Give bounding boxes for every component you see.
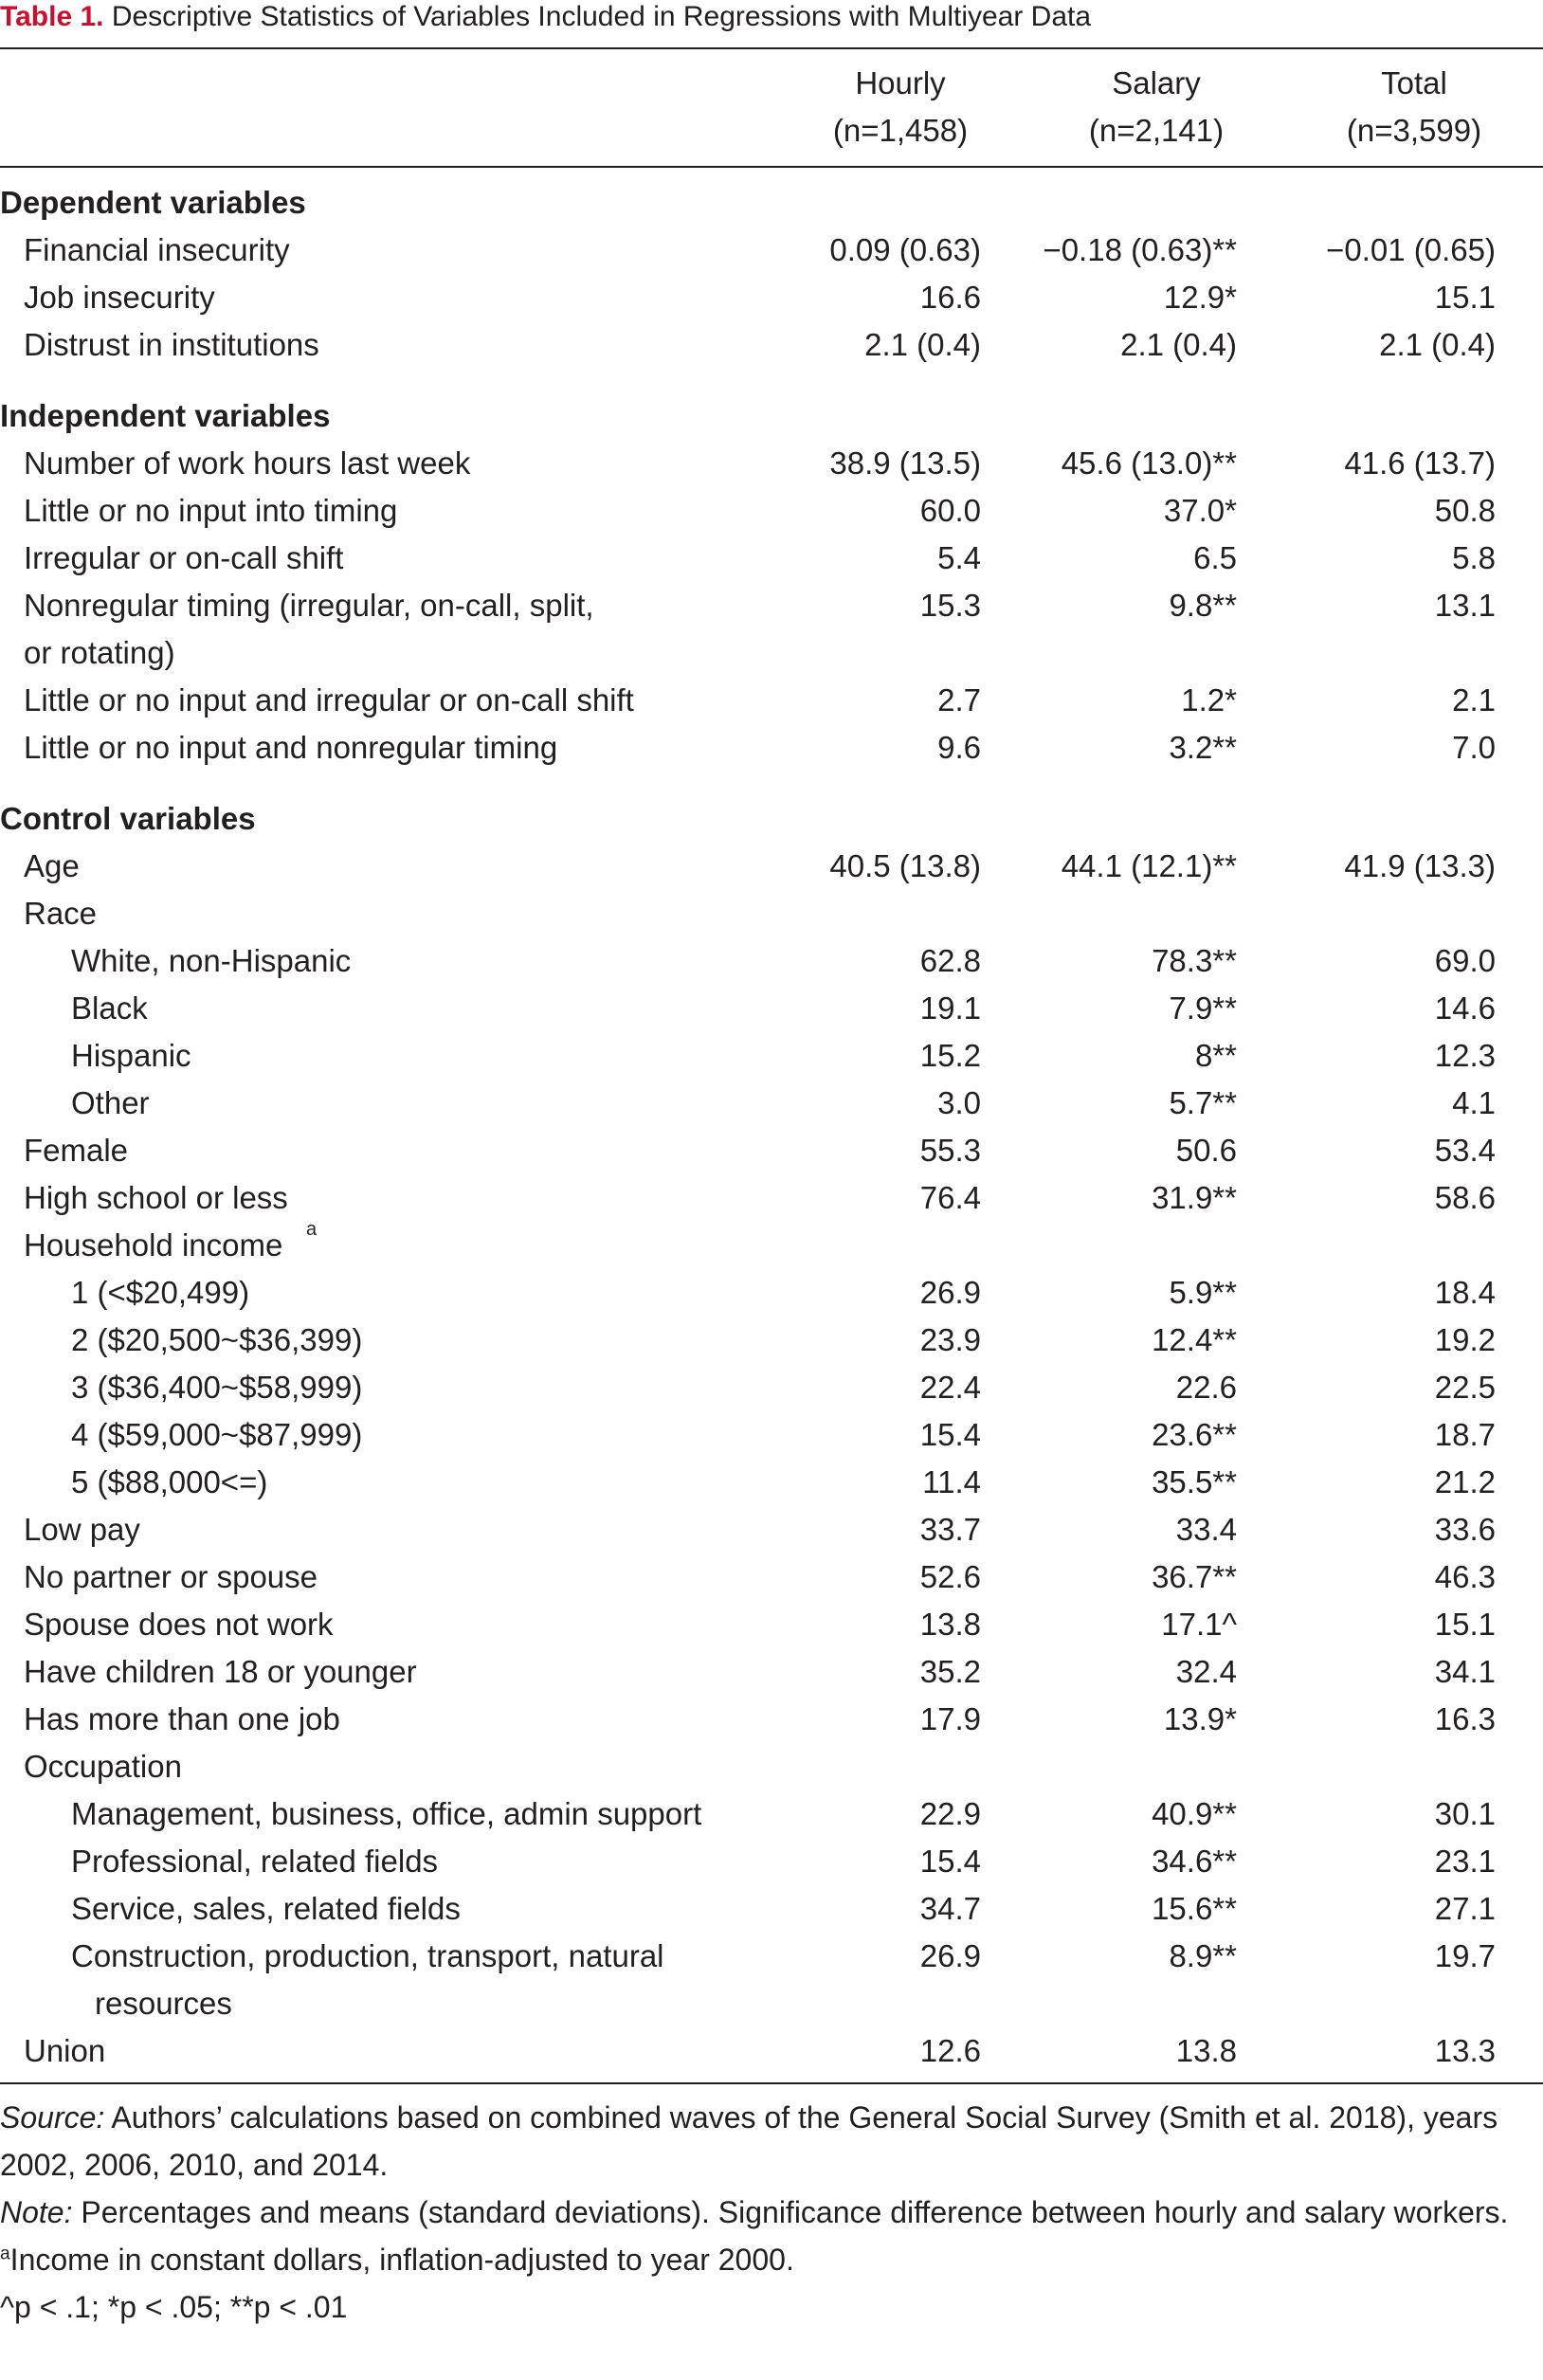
cell-hourly: 35.2 [919,1654,981,1689]
row-label: Have children 18 or younger [24,1654,417,1689]
col-head-total [1272,60,1543,154]
cell-salary: 37.0* [1163,493,1237,528]
cell-total: 19.2 [1434,1322,1496,1357]
general-note [0,2189,1543,2236]
cell-salary: 8.9** [1169,1938,1237,1973]
cell-hourly: 9.6 [937,730,981,765]
row-label: High school or less [24,1180,288,1215]
cell-total: 2.1 [1452,682,1496,718]
cell-salary: 31.9** [1152,1180,1237,1215]
cell-total: 4.1 [1452,1085,1496,1120]
cell-salary: 78.3** [1152,943,1237,978]
cell-hourly: 12.6 [919,2033,981,2068]
source-label: Source: [0,2100,105,2135]
cell-salary: 9.8** [1169,588,1237,623]
cell-total: 18.7 [1434,1417,1496,1452]
row-label: or rotating) [24,635,175,670]
row-label: Has more than one job [24,1701,340,1736]
row-label: 4 ($59,000~$87,999) [71,1417,363,1452]
row-label: Age [24,848,80,883]
cell-salary: 6.5 [1193,540,1237,575]
cell-salary: 23.6** [1152,1417,1237,1452]
col-n: (n=2,141) [1088,113,1225,148]
cell-salary: 17.1^ [1161,1607,1237,1642]
cell-salary: −0.18 (0.63)** [1043,232,1237,267]
cell-hourly: 34.7 [919,1891,981,1926]
row-label: Female [24,1133,129,1168]
cell-salary: 13.9* [1163,1701,1237,1736]
cell-hourly: 11.4 [922,1464,981,1499]
cell-total: 58.6 [1434,1180,1496,1215]
row-label: Nonregular timing (irregular, on-call, split, [24,588,594,623]
cell-total: 33.6 [1434,1512,1496,1547]
cell-salary: 12.9* [1163,280,1237,315]
cell-hourly: 23.9 [919,1322,981,1357]
row-label: Little or no input into timing [24,493,398,528]
significance-note: ^p < .1; *p < .05; **p < .01 [0,2290,348,2324]
cell-hourly: 38.9 (13.5) [829,445,981,481]
row-label: Hispanic [71,1038,191,1073]
cell-hourly: 2.7 [937,682,981,718]
cell-hourly: 22.9 [919,1796,981,1831]
cell-salary: 36.7** [1152,1559,1237,1594]
row-label: resources [95,1986,232,2021]
cell-salary: 50.6 [1175,1133,1237,1168]
cell-hourly: 16.6 [919,280,981,315]
cell-total: 18.4 [1434,1275,1496,1310]
cell-total: 15.1 [1434,1607,1496,1642]
cell-hourly: 5.4 [937,540,981,575]
cell-total: 27.1 [1434,1891,1496,1926]
col-head-salary [1014,60,1298,154]
cell-total: 7.0 [1452,730,1496,765]
cell-total: 13.3 [1434,2033,1496,2068]
row-label: Union [24,2033,106,2068]
cell-hourly: 55.3 [919,1133,981,1168]
cell-salary: 7.9** [1169,990,1237,1026]
row-label: Black [71,990,148,1026]
row-label: Little or no input and nonregular timing [24,730,558,765]
row-label: Service, sales, related fields [71,1891,461,1926]
row-label: Distrust in institutions [24,327,319,362]
row-label: Low pay [24,1512,140,1547]
cell-hourly: 33.7 [919,1512,981,1547]
row-label: Management, business, office, admin support [71,1796,702,1831]
cell-total: 41.9 (13.3) [1344,848,1496,883]
cell-total: 12.3 [1434,1038,1496,1073]
row-label: Independent variables [0,398,331,433]
col-name: Hourly [855,65,946,100]
cell-hourly: 60.0 [919,493,981,528]
cell-salary: 40.9** [1152,1796,1237,1831]
row-label: Irregular or on-call shift [24,540,344,575]
cell-salary: 3.2** [1169,730,1237,765]
cell-hourly: 15.4 [919,1844,981,1879]
cell-salary: 8** [1194,1038,1237,1073]
row-label: Construction, production, transport, natural [71,1938,664,1973]
table-number: Table 1. [0,1,104,32]
row-label: 3 ($36,400~$58,999) [71,1370,363,1405]
row-label: White, non-Hispanic [71,943,352,978]
cell-total: 2.1 (0.4) [1379,327,1496,362]
cell-hourly: 26.9 [919,1938,981,1973]
row-label: 5 ($88,000<=) [71,1464,268,1499]
cell-salary: 1.2* [1181,682,1237,718]
row-label: Job insecurity [24,280,215,315]
income-footnote [0,2236,1543,2283]
row-label: Financial insecurity [24,232,290,267]
row-label: Other [71,1085,150,1120]
cell-salary: 5.9** [1169,1275,1237,1310]
cell-total: 19.7 [1434,1938,1496,1973]
cell-total: 34.1 [1434,1654,1496,1689]
cell-salary: 45.6 (13.0)** [1061,445,1237,481]
row-label: Professional, related fields [71,1844,439,1879]
cell-total: 53.4 [1434,1133,1496,1168]
cell-total: 13.1 [1434,588,1496,623]
row-label: Dependent variables [0,185,306,220]
footnote-mark: a [0,2244,10,2264]
footnote-text: Income in constant dollars, inflation-adjusted to year 2000. [9,2243,794,2277]
cell-salary: 33.4 [1175,1512,1237,1547]
header-rule [0,166,1543,168]
cell-hourly: 19.1 [919,990,981,1026]
cell-salary: 12.4** [1152,1322,1237,1357]
cell-hourly: 76.4 [919,1180,981,1215]
cell-salary: 35.5** [1152,1464,1237,1499]
row-label: Little or no input and irregular or on-call shift [24,682,634,718]
cell-hourly: 2.1 (0.4) [864,327,981,362]
row-label: Race [24,896,98,931]
cell-salary: 44.1 (12.1)** [1061,848,1237,883]
col-head-hourly [758,60,1043,154]
cell-hourly: 22.4 [919,1370,981,1405]
cell-total: 21.2 [1434,1464,1496,1499]
cell-salary: 32.4 [1175,1654,1237,1689]
cell-hourly: 62.8 [919,943,981,978]
cell-hourly: 0.09 (0.63) [829,232,981,267]
cell-hourly: 17.9 [919,1701,981,1736]
cell-salary: 22.6 [1175,1370,1237,1405]
cell-total: 14.6 [1434,990,1496,1026]
note-label: Note: [0,2195,73,2229]
cell-salary: 34.6** [1152,1844,1237,1879]
source-note [0,2094,1543,2189]
bottom-rule [0,2082,1543,2084]
cell-total: 30.1 [1434,1796,1496,1831]
cell-total: 5.8 [1452,540,1496,575]
cell-hourly: 26.9 [919,1275,981,1310]
row-label: 2 ($20,500~$36,399) [71,1322,363,1357]
top-rule [0,47,1543,49]
cell-hourly: 13.8 [919,1607,981,1642]
row-label: Spouse does not work [24,1607,334,1642]
cell-hourly: 15.2 [919,1038,981,1073]
cell-hourly: 15.4 [919,1417,981,1452]
table-title [0,0,1091,42]
col-name: Salary [1112,65,1201,100]
table-notes [0,2094,1543,2331]
col-n: (n=1,458) [832,113,969,148]
col-name: Total [1381,65,1447,100]
cell-total: 41.6 (13.7) [1344,445,1496,481]
cell-total: 22.5 [1434,1370,1496,1405]
cell-total: −0.01 (0.65) [1326,232,1496,267]
table-title-text: Descriptive Statistics of Variables Included in Regressions with Multiyear Data [111,1,1092,32]
cell-hourly: 15.3 [919,588,981,623]
row-label: No partner or spouse [24,1559,318,1594]
cell-hourly: 3.0 [937,1085,981,1120]
row-label: 1 (<$20,499) [71,1275,250,1310]
cell-total: 69.0 [1434,943,1496,978]
cell-total: 15.1 [1434,280,1496,315]
row-label: Household income [24,1227,283,1263]
cell-total: 46.3 [1434,1559,1496,1594]
col-n: (n=3,599) [1346,113,1482,148]
row-label: Number of work hours last week [24,445,471,481]
cell-total: 50.8 [1434,493,1496,528]
row-label: Control variables [0,801,256,836]
cell-total: 23.1 [1434,1844,1496,1879]
cell-hourly: 52.6 [919,1559,981,1594]
cell-total: 16.3 [1434,1701,1496,1736]
source-text: Authors’ calculations based on combined waves of the General Social Survey (Smith et al. 2018), years 2002, 2006, 2010, and 2014. [0,2100,1498,2182]
row-label: Occupation [24,1749,182,1784]
cell-salary: 5.7** [1169,1085,1237,1120]
cell-salary: 13.8 [1175,2033,1237,2068]
cell-salary: 15.6** [1152,1891,1237,1926]
cell-hourly: 40.5 (13.8) [829,848,981,883]
note-text: Percentages and means (standard deviations). Significance difference between hourly and salary workers. [72,2195,1509,2229]
cell-salary: 2.1 (0.4) [1120,327,1237,362]
